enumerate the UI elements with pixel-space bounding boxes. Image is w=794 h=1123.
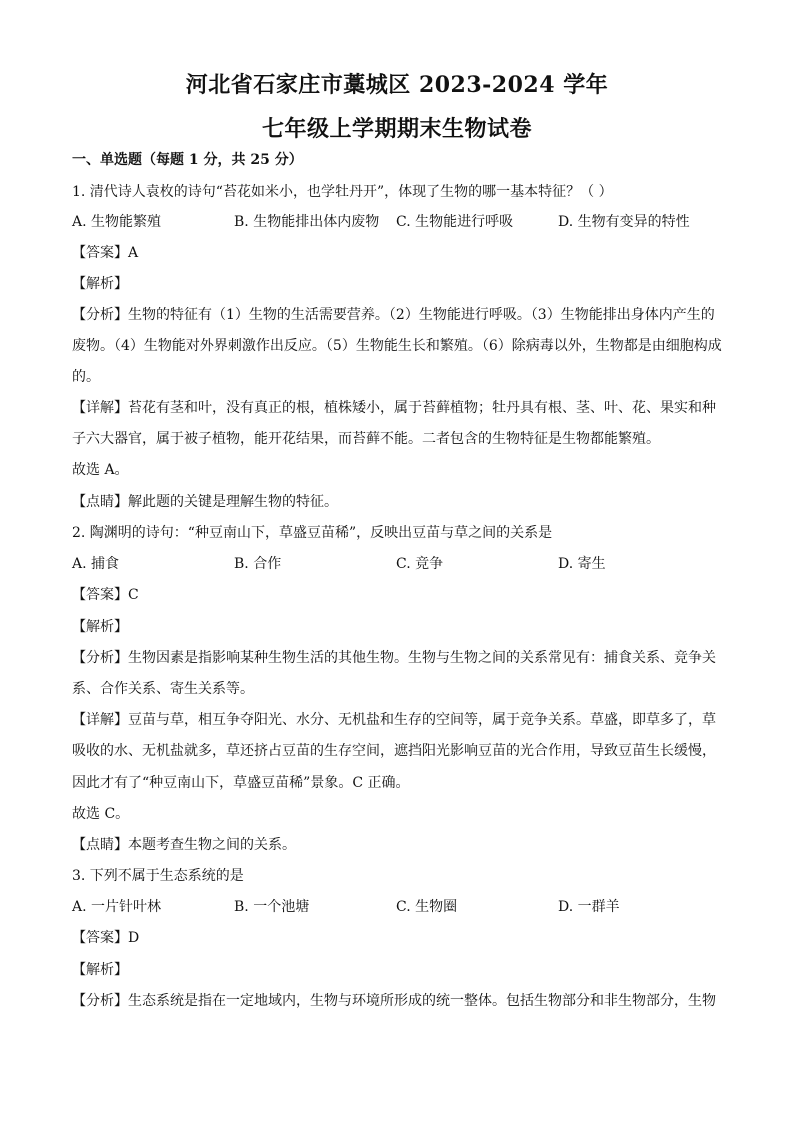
q3-analysis-label: 【解析】 xyxy=(72,962,128,978)
q1-analysis-label: 【解析】 xyxy=(72,276,128,292)
q3-option-c: C. 生物圈 xyxy=(396,899,458,915)
q1-option-b: B. 生物能排出体内废物 xyxy=(234,214,380,230)
question-3-stem: 3. 下列不属于生态系统的是 xyxy=(72,868,244,884)
q1-option-a: A. 生物能繁殖 xyxy=(72,214,162,230)
q2-choice: 故选 C。 xyxy=(72,806,130,822)
section-heading: 一、单选题（每题 1 分，共 25 分） xyxy=(72,152,303,168)
q2-option-c: C. 竞争 xyxy=(396,556,444,572)
q2-comment: 【点睛】本题考查生物之间的关系。 xyxy=(72,837,296,853)
q3-option-d: D. 一群羊 xyxy=(558,899,620,915)
q1-option-d: D. 生物有变异的特性 xyxy=(558,214,690,230)
q2-fenxi-line-2: 系、合作关系、寄生关系等。 xyxy=(72,681,254,697)
q1-option-c: C. 生物能进行呼吸 xyxy=(396,214,514,230)
q2-option-b: B. 合作 xyxy=(234,556,282,572)
q2-detail-line-2: 吸收的水、无机盐就多，草还挤占豆苗的生存空间，遮挡阳光影响豆苗的光合作用，导致豆苗生长缓慢， xyxy=(72,743,716,759)
q2-detail-line-3: 因此才有了“种豆南山下，草盛豆苗稀”景象。C 正确。 xyxy=(72,775,410,791)
q1-fenxi-line-1: 【分析】生物的特征有（1）生物的生活需要营养。（2）生物能进行呼吸。（3）生物能排出身体内产生的 xyxy=(72,307,715,323)
page-subtitle: 七年级上学期期末生物试卷 xyxy=(261,116,532,142)
q3-option-a: A. 一片针叶林 xyxy=(72,899,162,915)
q1-detail-line-1: 【详解】苔花有茎和叶，没有真正的根，植株矮小，属于苔藓植物；牡丹具有根、茎、叶、花、果实和种 xyxy=(72,400,716,416)
q1-fenxi-line-3: 的。 xyxy=(72,369,100,385)
q1-fenxi-line-2: 废物。（4）生物能对外界刺激作出反应。（5）生物能生长和繁殖。（6）除病毒以外，生物都是由细胞构成 xyxy=(72,338,722,354)
q3-answer: 【答案】D xyxy=(72,930,140,946)
q2-option-d: D. 寄生 xyxy=(558,556,606,572)
q2-fenxi-line-1: 【分析】生物因素是指影响某种生物生活的其他生物。生物与生物之间的关系常见有：捕食关系、竞争关 xyxy=(72,650,716,666)
q1-detail-line-2: 子六大器官，属于被子植物，能开花结果，而苔藓不能。二者包含的生物特征是生物都能繁殖。 xyxy=(72,431,660,447)
q1-comment: 【点睛】解此题的关键是理解生物的特征。 xyxy=(72,494,338,510)
question-1-stem: 1. 清代诗人袁枚的诗句“苔花如米小，也学牡丹开”，体现了生物的哪一基本特征？（ ） xyxy=(72,184,613,200)
q2-option-a: A. 捕食 xyxy=(72,556,120,572)
page-title: 河北省石家庄市藁城区 2023-2024 学年 xyxy=(185,72,609,98)
question-2-stem: 2. 陶渊明的诗句：“种豆南山下，草盛豆苗稀”，反映出豆苗与草之间的关系是 xyxy=(72,525,553,541)
q3-option-b: B. 一个池塘 xyxy=(234,899,310,915)
q3-fenxi-line-1: 【分析】生态系统是指在一定地域内，生物与环境所形成的统一整体。包括生物部分和非生物部分，生物 xyxy=(72,993,716,1009)
q2-analysis-label: 【解析】 xyxy=(72,619,128,635)
q1-choice: 故选 A。 xyxy=(72,462,129,478)
q2-detail-line-1: 【详解】豆苗与草，相互争夺阳光、水分、无机盐和生存的空间等，属于竞争关系。草盛，即草多了，草 xyxy=(72,712,716,728)
q2-answer: 【答案】C xyxy=(72,587,139,603)
q1-answer: 【答案】A xyxy=(72,245,139,261)
